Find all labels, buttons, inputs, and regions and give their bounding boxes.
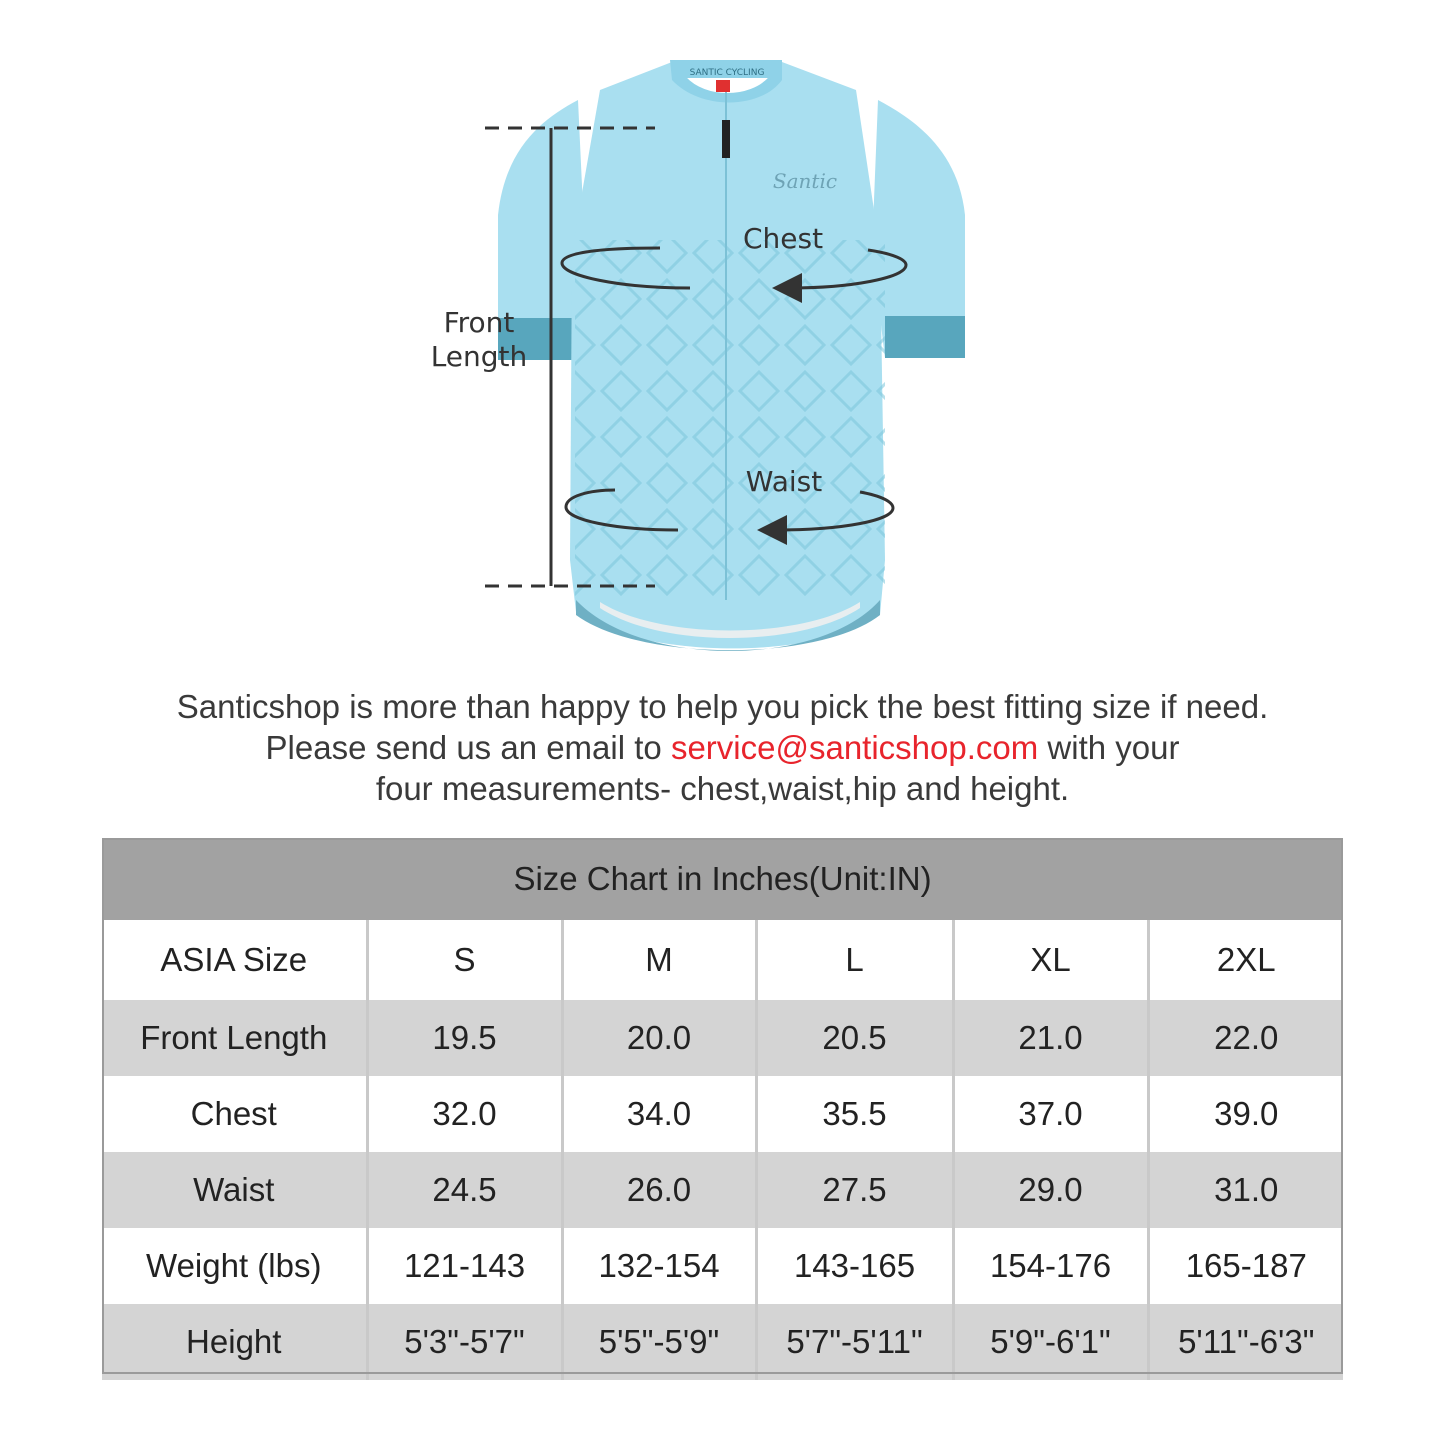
table-cell: 20.0	[562, 1000, 756, 1076]
zipper-pull	[722, 120, 730, 158]
row-label: Front Length	[102, 1000, 367, 1076]
chest-label: Chest	[742, 222, 824, 255]
row-label: Waist	[102, 1152, 367, 1228]
intro-line-2-prefix: Please send us an email to	[265, 729, 671, 766]
table-cell: 24.5	[367, 1152, 562, 1228]
table-cell: 21.0	[953, 1000, 1148, 1076]
table-cell: 20.5	[756, 1000, 953, 1076]
intro-text	[0, 686, 1445, 809]
table-cell: 165-187	[1148, 1228, 1343, 1304]
collar-text: SANTIC CYCLING	[689, 68, 765, 78]
table-cell: 5'11"-6'3"	[1148, 1304, 1343, 1380]
table-row	[102, 1228, 1343, 1304]
table-cell: 121-143	[367, 1228, 562, 1304]
header-cell: ASIA Size	[102, 920, 367, 1000]
header-cell: L	[756, 920, 953, 1000]
table-cell: 5'7"-5'11"	[756, 1304, 953, 1380]
jersey	[498, 60, 965, 651]
table-cell: 37.0	[953, 1076, 1148, 1152]
table-cell: 5'3"-5'7"	[367, 1304, 562, 1380]
intro-line-3: four measurements- chest,waist,hip and height.	[375, 770, 1070, 807]
table-cell: 5'5"-5'9"	[562, 1304, 756, 1380]
header-cell: S	[367, 920, 562, 1000]
intro-line-1: Santicshop is more than happy to help you pick the best fitting size if need.	[176, 688, 1269, 725]
table-row	[102, 1076, 1343, 1152]
front-length-label-line1: Front	[443, 306, 515, 339]
table-cell: 32.0	[367, 1076, 562, 1152]
table-cell: 29.0	[953, 1152, 1148, 1228]
row-label: Chest	[102, 1076, 367, 1152]
table-header-row	[102, 920, 1343, 1000]
row-label: Weight (lbs)	[102, 1228, 367, 1304]
table-row	[102, 1152, 1343, 1228]
table-cell: 39.0	[1148, 1076, 1343, 1152]
intro-line-2	[0, 727, 1445, 768]
table-row	[102, 1000, 1343, 1076]
intro-line-2-suffix: with your	[1038, 729, 1180, 766]
table-cell: 132-154	[562, 1228, 756, 1304]
table-cell: 35.5	[756, 1076, 953, 1152]
right-cuff	[885, 316, 965, 358]
row-label: Height	[102, 1304, 367, 1380]
size-chart-table	[102, 838, 1343, 1380]
table-cell: 143-165	[756, 1228, 953, 1304]
table-cell: 34.0	[562, 1076, 756, 1152]
header-cell: 2XL	[1148, 920, 1343, 1000]
front-length-label-line2: Length	[430, 340, 528, 373]
collar-tag	[716, 80, 730, 92]
table-cell: 31.0	[1148, 1152, 1343, 1228]
brand-mark: Santic	[772, 169, 838, 193]
table-cell: 22.0	[1148, 1000, 1343, 1076]
table-cell: 27.5	[756, 1152, 953, 1228]
table-cell: 26.0	[562, 1152, 756, 1228]
jersey-illustration	[0, 0, 1445, 680]
table-cell: 5'9"-6'1"	[953, 1304, 1148, 1380]
waist-label: Waist	[745, 465, 823, 498]
table-cell: 154-176	[953, 1228, 1148, 1304]
header-cell: XL	[953, 920, 1148, 1000]
email-link[interactable]: service@santicshop.com	[670, 729, 1039, 766]
table-row	[102, 1304, 1343, 1380]
size-chart-title: Size Chart in Inches(Unit:IN)	[102, 838, 1343, 920]
header-cell: M	[562, 920, 756, 1000]
table-cell: 19.5	[367, 1000, 562, 1076]
